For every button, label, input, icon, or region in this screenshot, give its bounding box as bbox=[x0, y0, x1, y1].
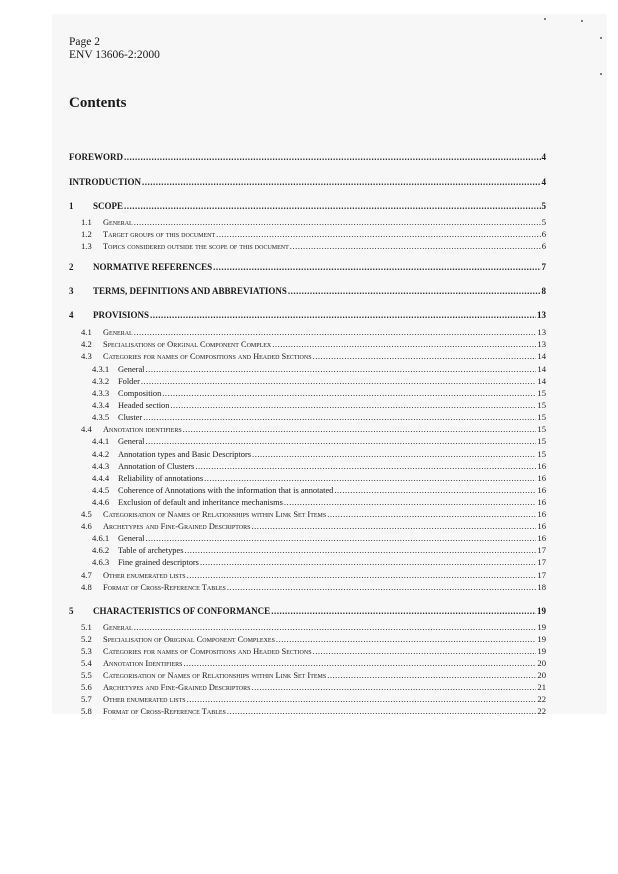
toc-leader-dots bbox=[200, 557, 536, 567]
toc-entry-title: Format of Cross-Reference Tables bbox=[103, 707, 226, 716]
toc-leader-dots bbox=[134, 217, 541, 227]
toc-entry[interactable] bbox=[81, 670, 546, 680]
toc-entry-number: 3 bbox=[69, 286, 74, 296]
toc-entry[interactable] bbox=[81, 694, 546, 704]
toc-leader-dots bbox=[146, 533, 537, 543]
toc-entry-page: 14 bbox=[537, 364, 546, 374]
toc-entry-title: NORMATIVE REFERENCES bbox=[93, 262, 213, 272]
toc-entry-number: 4.6.3 bbox=[92, 557, 110, 567]
toc-entry-page: 18 bbox=[537, 582, 546, 592]
toc-entry-page: 17 bbox=[537, 570, 546, 580]
toc-entry[interactable] bbox=[92, 388, 546, 398]
standard-id: ENV 13606-2:2000 bbox=[69, 49, 160, 61]
toc-entry-number: 4.4.1 bbox=[92, 436, 110, 446]
toc-entry-title: Topics considered outside the scope of this document bbox=[103, 242, 289, 251]
toc-entry-page: 15 bbox=[537, 436, 546, 446]
toc-leader-dots bbox=[187, 694, 537, 704]
toc-entry-title: FOREWORD bbox=[69, 152, 123, 162]
toc-entry-page: 14 bbox=[537, 351, 546, 361]
toc-entry-title: Coherence of Annotations with the information that is annotated bbox=[118, 486, 334, 495]
toc-entry-page: 6 bbox=[541, 241, 546, 251]
toc-entry-title: Annotation Identifiers bbox=[103, 659, 183, 668]
toc-entry-page: 19 bbox=[537, 646, 546, 656]
toc-entry[interactable] bbox=[69, 262, 546, 272]
toc-leader-dots bbox=[334, 485, 536, 495]
toc-entry-number: 4.4.6 bbox=[92, 497, 110, 507]
toc-leader-dots bbox=[187, 570, 537, 580]
toc-entry[interactable] bbox=[92, 473, 546, 483]
toc-entry-title: General bbox=[103, 218, 133, 227]
toc-entry-number: 5.2 bbox=[81, 634, 92, 644]
toc-entry-page: 16 bbox=[537, 485, 546, 495]
toc-leader-dots bbox=[251, 682, 536, 692]
page-title: Contents bbox=[69, 95, 127, 111]
toc-leader-dots bbox=[216, 229, 541, 239]
toc-entry-page: 21 bbox=[537, 682, 546, 692]
toc-entry-page: 13 bbox=[537, 310, 546, 320]
toc-entry-number: 4.3.1 bbox=[92, 364, 110, 374]
toc-entry-page: 4 bbox=[541, 177, 546, 187]
toc-leader-dots bbox=[143, 412, 536, 422]
toc-entry-page: 16 bbox=[537, 461, 546, 471]
toc-entry[interactable] bbox=[81, 339, 546, 349]
toc-entry-title: General bbox=[118, 365, 145, 374]
page-header bbox=[69, 36, 160, 62]
toc-entry[interactable] bbox=[81, 241, 546, 251]
toc-entry[interactable] bbox=[92, 449, 546, 459]
toc-entry-page: 5 bbox=[541, 217, 546, 227]
toc-entry[interactable] bbox=[81, 509, 546, 519]
toc-entry-title: General bbox=[118, 437, 145, 446]
toc-entry-title: CHARACTERISTICS OF CONFORMANCE bbox=[93, 606, 271, 616]
toc-entry-title: PROVISIONS bbox=[93, 310, 150, 320]
toc-entry-page: 5 bbox=[541, 201, 546, 211]
toc-entry[interactable] bbox=[92, 364, 546, 374]
toc-entry-number: 4 bbox=[69, 310, 74, 320]
toc-entry-number: 4.3.2 bbox=[92, 376, 110, 386]
toc-entry-number: 5.6 bbox=[81, 682, 92, 692]
toc-entry-number: 1 bbox=[69, 201, 74, 211]
toc-entry-page: 15 bbox=[537, 412, 546, 422]
toc-entry-page: 16 bbox=[537, 497, 546, 507]
toc-entry-page: 15 bbox=[537, 449, 546, 459]
toc-entry-page: 14 bbox=[537, 376, 546, 386]
toc-leader-dots bbox=[142, 177, 540, 187]
toc-entry-title: Table of archetypes bbox=[118, 546, 184, 555]
toc-entry-title: Annotation identifiers bbox=[103, 425, 182, 434]
toc-leader-dots bbox=[195, 461, 536, 471]
toc-leader-dots bbox=[146, 436, 537, 446]
toc-entry[interactable] bbox=[92, 376, 546, 386]
toc-entry-number: 5.5 bbox=[81, 670, 92, 680]
toc-entry-title: Composition bbox=[118, 389, 162, 398]
toc-entry-number: 4.6.2 bbox=[92, 545, 110, 555]
toc-entry-number: 4.5 bbox=[81, 509, 92, 519]
toc-entry[interactable] bbox=[92, 436, 546, 446]
toc-entry-title: INTRODUCTION bbox=[69, 177, 142, 187]
scan-speck bbox=[600, 37, 602, 39]
toc-entry[interactable] bbox=[81, 521, 546, 531]
toc-entry-page: 19 bbox=[537, 606, 546, 616]
toc-leader-dots bbox=[313, 646, 537, 656]
toc-entry-number: 4.2 bbox=[81, 339, 92, 349]
toc-entry[interactable] bbox=[81, 229, 546, 239]
toc-entry[interactable] bbox=[92, 545, 546, 555]
toc-entry-number: 5.1 bbox=[81, 622, 92, 632]
toc-entry-page: 15 bbox=[537, 424, 546, 434]
toc-entry-number: 4.4.5 bbox=[92, 485, 110, 495]
toc-leader-dots bbox=[162, 388, 536, 398]
toc-leader-dots bbox=[290, 241, 541, 251]
toc-entry-page: 20 bbox=[537, 670, 546, 680]
toc-entry-number: 1.2 bbox=[81, 229, 92, 239]
scan-speck bbox=[581, 20, 583, 22]
toc-entry-number: 5.4 bbox=[81, 658, 92, 668]
scan-speck bbox=[600, 73, 602, 75]
toc-leader-dots bbox=[213, 262, 540, 272]
toc-entry-page: 20 bbox=[537, 658, 546, 668]
toc-entry-title: General bbox=[103, 623, 133, 632]
toc-entry-number: 4.6.1 bbox=[92, 533, 110, 543]
toc-entry[interactable] bbox=[81, 217, 546, 227]
toc-entry-number: 4.3.5 bbox=[92, 412, 110, 422]
toc-entry[interactable] bbox=[69, 177, 546, 187]
toc-entry-number: 5.7 bbox=[81, 694, 92, 704]
toc-leader-dots bbox=[276, 634, 536, 644]
toc-entry[interactable] bbox=[81, 582, 546, 592]
toc-entry-title: General bbox=[103, 328, 133, 337]
toc-entry[interactable] bbox=[81, 658, 546, 668]
toc-leader-dots bbox=[327, 670, 536, 680]
toc-entry-page: 22 bbox=[537, 706, 546, 716]
toc-leader-dots bbox=[183, 658, 536, 668]
toc-entry[interactable] bbox=[69, 152, 546, 162]
toc-entry[interactable] bbox=[81, 327, 546, 337]
toc-leader-dots bbox=[204, 473, 536, 483]
toc-entry-number: 4.3.4 bbox=[92, 400, 110, 410]
toc-entry[interactable] bbox=[69, 310, 546, 320]
toc-entry-page: 13 bbox=[537, 339, 546, 349]
page-number: Page 2 bbox=[69, 36, 100, 48]
toc-entry-number: 2 bbox=[69, 262, 74, 272]
toc-leader-dots bbox=[327, 509, 536, 519]
toc-entry[interactable] bbox=[69, 201, 546, 211]
toc-entry-title: Exclusion of default and inheritance mechanisms bbox=[118, 498, 283, 507]
toc-entry-title: Annotation of Clusters bbox=[118, 462, 195, 471]
toc-entry-title: Categories for names of Compositions and Headed Sections bbox=[103, 647, 312, 656]
toc-entry-title: Reliability of annotations bbox=[118, 474, 204, 483]
toc-entry-title: Headed section bbox=[118, 401, 170, 410]
toc-entry-title: General bbox=[118, 534, 145, 543]
toc-leader-dots bbox=[134, 327, 537, 337]
toc-leader-dots bbox=[170, 400, 536, 410]
toc-entry-title: SCOPE bbox=[93, 201, 124, 211]
toc-entry[interactable] bbox=[81, 682, 546, 692]
toc-leader-dots bbox=[134, 622, 537, 632]
toc-entry-number: 1.3 bbox=[81, 241, 92, 251]
toc-entry-title: Other enumerated lists bbox=[103, 571, 186, 580]
toc-leader-dots bbox=[227, 706, 537, 716]
toc-leader-dots bbox=[288, 286, 541, 296]
toc-entry-number: 5.8 bbox=[81, 706, 92, 716]
toc-entry-page: 7 bbox=[541, 262, 546, 272]
toc-leader-dots bbox=[252, 449, 536, 459]
toc-entry-number: 4.7 bbox=[81, 570, 92, 580]
toc-leader-dots bbox=[271, 606, 536, 616]
toc-entry-number: 4.3 bbox=[81, 351, 92, 361]
toc-entry-number: 4.4.4 bbox=[92, 473, 110, 483]
toc-entry-title: Fine grained descriptors bbox=[118, 558, 199, 567]
toc-entry[interactable] bbox=[81, 634, 546, 644]
toc-leader-dots bbox=[183, 424, 537, 434]
toc-entry-title: Categories for names of Compositions and Headed Sections bbox=[103, 352, 312, 361]
toc-leader-dots bbox=[146, 364, 537, 374]
toc-entry-page: 17 bbox=[537, 557, 546, 567]
toc-entry-page: 22 bbox=[537, 694, 546, 704]
toc-entry[interactable] bbox=[92, 485, 546, 495]
toc-entry-number: 4.8 bbox=[81, 582, 92, 592]
toc-entry[interactable] bbox=[92, 412, 546, 422]
toc-leader-dots bbox=[313, 351, 537, 361]
toc-entry[interactable] bbox=[92, 557, 546, 567]
toc-entry-page: 8 bbox=[541, 286, 546, 296]
toc-leader-dots bbox=[184, 545, 536, 555]
toc-leader-dots bbox=[251, 521, 536, 531]
toc-entry-page: 15 bbox=[537, 388, 546, 398]
toc-entry[interactable] bbox=[81, 570, 546, 580]
toc-entry[interactable] bbox=[81, 646, 546, 656]
toc-entry[interactable] bbox=[81, 351, 546, 361]
toc-entry-number: 4.4 bbox=[81, 424, 92, 434]
toc-entry-page: 16 bbox=[537, 533, 546, 543]
toc-entry[interactable] bbox=[92, 497, 546, 507]
toc-entry-number: 5.3 bbox=[81, 646, 92, 656]
toc-entry-page: 4 bbox=[541, 152, 546, 162]
toc-entry-page: 16 bbox=[537, 521, 546, 531]
toc-leader-dots bbox=[284, 497, 537, 507]
toc-entry[interactable] bbox=[92, 533, 546, 543]
toc-entry-page: 6 bbox=[541, 229, 546, 239]
toc-entry-title: Categorisation of Names of Relationships within Link Set Items bbox=[103, 510, 327, 519]
toc-entry-title: Other enumerated lists bbox=[103, 695, 186, 704]
toc-entry-number: 4.4.3 bbox=[92, 461, 110, 471]
toc-leader-dots bbox=[141, 376, 537, 386]
toc-entry-title: Folder bbox=[118, 377, 140, 386]
toc-entry-title: Format of Cross-Reference Tables bbox=[103, 583, 226, 592]
toc-leader-dots bbox=[227, 582, 537, 592]
toc-entry-title: Cluster bbox=[118, 413, 143, 422]
toc-entry[interactable] bbox=[92, 461, 546, 471]
toc-entry-title: Specialisations of Original Component Complex bbox=[103, 340, 272, 349]
toc-leader-dots bbox=[272, 339, 536, 349]
toc-entry-title: Categorisation of Names of Relationships within Link Set Items bbox=[103, 671, 327, 680]
toc-entry[interactable] bbox=[69, 286, 546, 296]
toc-entry-title: Specialisation of Original Component Complexes bbox=[103, 635, 275, 644]
scan-speck bbox=[544, 18, 546, 20]
toc-leader-dots bbox=[124, 152, 541, 162]
toc-entry-title: TERMS, DEFINITIONS AND ABBREVIATIONS bbox=[93, 286, 287, 296]
toc-entry-page: 16 bbox=[537, 473, 546, 483]
toc-entry-title: Target groups of this document bbox=[103, 230, 216, 239]
toc-entry[interactable] bbox=[81, 622, 546, 632]
toc-entry-number: 5 bbox=[69, 606, 74, 616]
toc-entry-title: Archetypes and Fine-Grained Descriptors bbox=[103, 683, 251, 692]
toc-leader-dots bbox=[124, 201, 540, 211]
toc-entry-page: 19 bbox=[537, 634, 546, 644]
toc-entry-number: 1.1 bbox=[81, 217, 92, 227]
toc-entry-number: 4.4.2 bbox=[92, 449, 110, 459]
toc-entry-number: 4.6 bbox=[81, 521, 92, 531]
toc-entry-page: 15 bbox=[537, 400, 546, 410]
toc-entry-number: 4.3.3 bbox=[92, 388, 110, 398]
toc-entry-page: 19 bbox=[537, 622, 546, 632]
toc-entry-number: 4.1 bbox=[81, 327, 92, 337]
toc-entry[interactable] bbox=[92, 400, 546, 410]
toc-entry-page: 13 bbox=[537, 327, 546, 337]
toc-leader-dots bbox=[150, 310, 536, 320]
toc-entry[interactable] bbox=[81, 706, 546, 716]
toc-entry[interactable] bbox=[81, 424, 546, 434]
toc-entry[interactable] bbox=[69, 606, 546, 616]
toc-entry-title: Archetypes and Fine-Grained Descriptors bbox=[103, 522, 251, 531]
toc-entry-title: Annotation types and Basic Descriptors bbox=[118, 450, 252, 459]
toc-entry-page: 16 bbox=[537, 509, 546, 519]
toc-entry-page: 17 bbox=[537, 545, 546, 555]
